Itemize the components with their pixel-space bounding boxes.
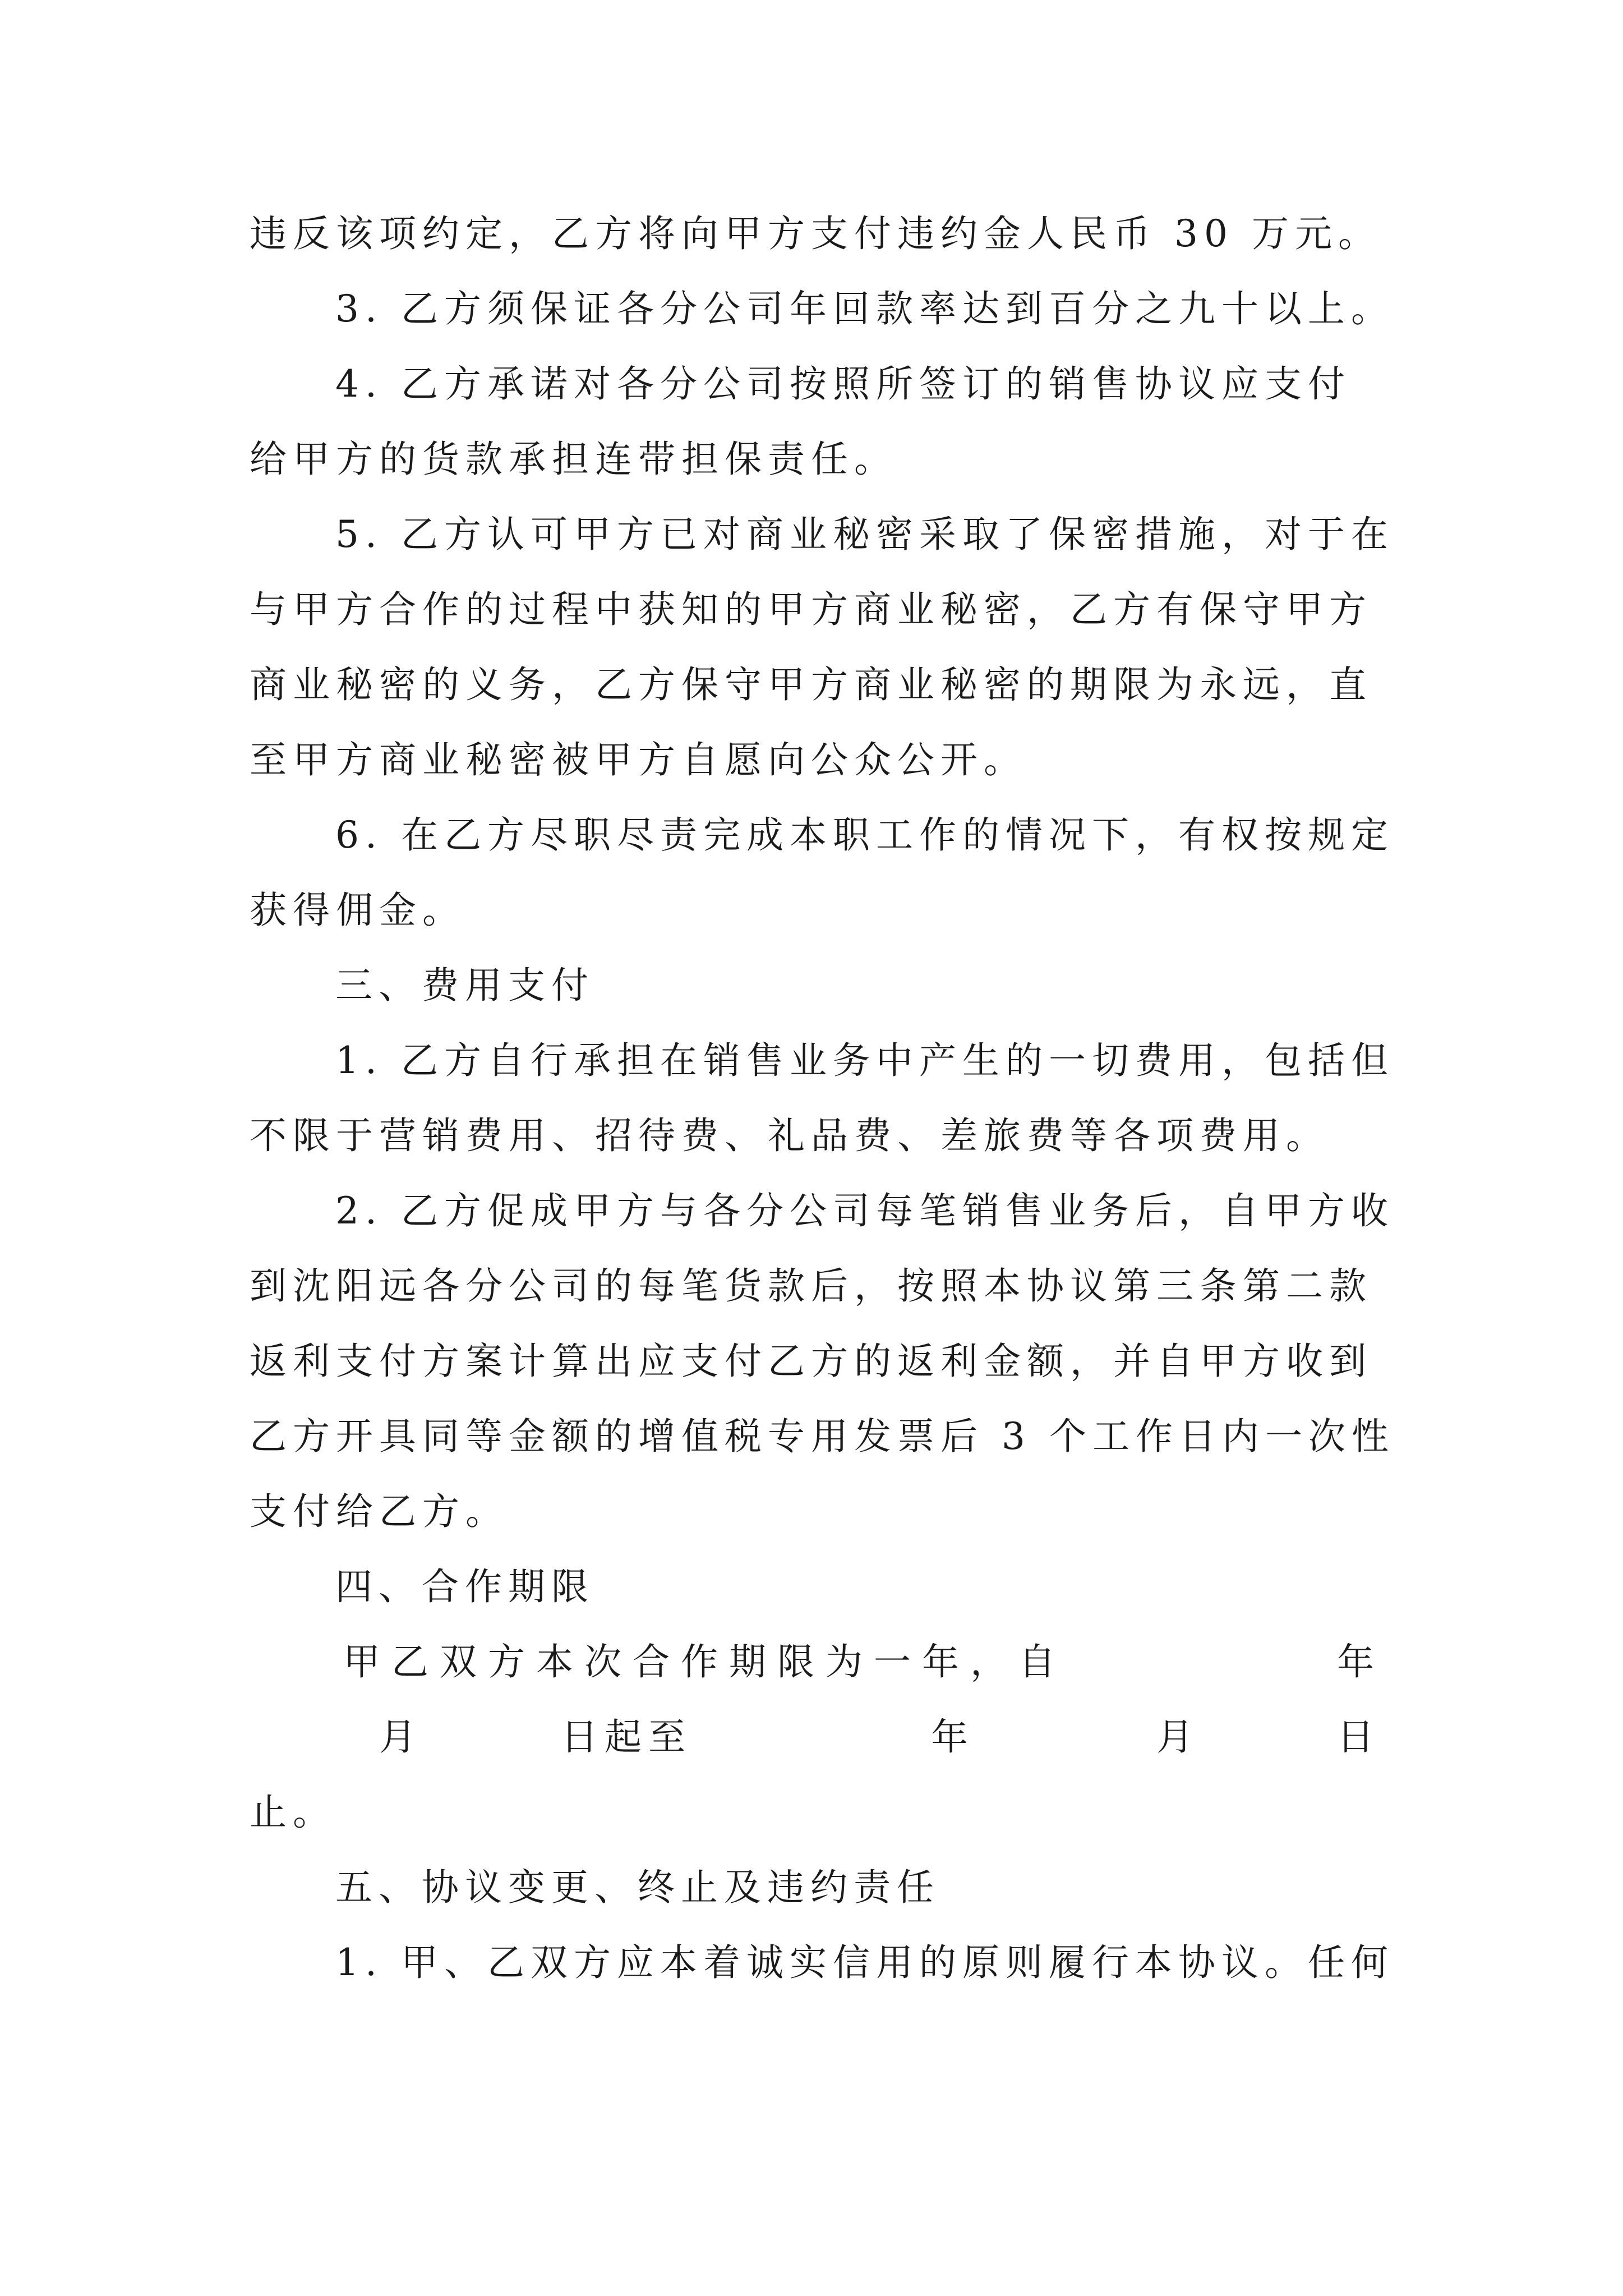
clause-6: 6. 在乙方尽职尽责完成本职工作的情况下，有权按规定	[335, 813, 1394, 857]
paragraph-line: 至甲方商业秘密被甲方自愿向公众公开。	[250, 738, 1027, 781]
clause-4: 4. 乙方承诺对各分公司按照所签订的销售协议应支付	[335, 362, 1351, 406]
section-heading-fees: 三、费用支付	[335, 964, 594, 1007]
paragraph-line: 不限于营销费用、招待费、礼品费、差旅费等各项费用。	[250, 1114, 1329, 1157]
term-month-end: 月	[1156, 1715, 1193, 1759]
term-day-start-to: 日起至	[561, 1715, 692, 1759]
paragraph-line: 支付给乙方。	[250, 1490, 509, 1533]
change-clause-1: 1. 甲、乙双方应本着诚实信用的原则履行本协议。任何	[335, 1941, 1394, 1984]
section-heading-changes: 五、协议变更、终止及违约责任	[335, 1866, 940, 1909]
paragraph-line: 与甲方合作的过程中获知的甲方商业秘密，乙方有保守甲方	[250, 588, 1372, 631]
fee-clause-1: 1. 乙方自行承担在销售业务中产生的一切费用，包括但	[335, 1039, 1394, 1082]
fee-clause-2: 2. 乙方促成甲方与各分公司每笔销售业务后，自甲方收	[335, 1189, 1394, 1232]
paragraph-line: 给甲方的货款承担连带担保责任。	[250, 438, 897, 481]
section-heading-term: 四、合作期限	[335, 1565, 594, 1608]
term-year-end: 年	[931, 1715, 968, 1759]
paragraph-line: 到沈阳远各分公司的每笔货款后，按照本协议第三条第二款	[250, 1264, 1372, 1308]
paragraph-line: 商业秘密的义务，乙方保守甲方商业秘密的期限为永远，直	[250, 663, 1372, 706]
paragraph-line: 获得佣金。	[250, 889, 465, 932]
clause-3: 3. 乙方须保证各分公司年回款率达到百分之九十以上。	[335, 287, 1394, 330]
term-day-end: 日	[1337, 1715, 1374, 1759]
paragraph-line: 乙方开具同等金额的增值税专用发票后 3 个工作日内一次性	[250, 1415, 1395, 1458]
paragraph-line: 返利支付方案计算出应支付乙方的返利金额，并自甲方收到	[250, 1340, 1372, 1383]
clause-5: 5. 乙方认可甲方已对商业秘密采取了保密措施，对于在	[335, 513, 1394, 556]
term-year-start: 年	[1337, 1640, 1374, 1683]
term-end: 止。	[250, 1791, 336, 1834]
term-month-start: 月	[379, 1715, 416, 1759]
term-intro: 甲乙双方本次合作期限为一年，自	[343, 1640, 1067, 1683]
paragraph-line: 违反该项约定，乙方将向甲方支付违约金人民币 30 万元。	[250, 212, 1381, 255]
